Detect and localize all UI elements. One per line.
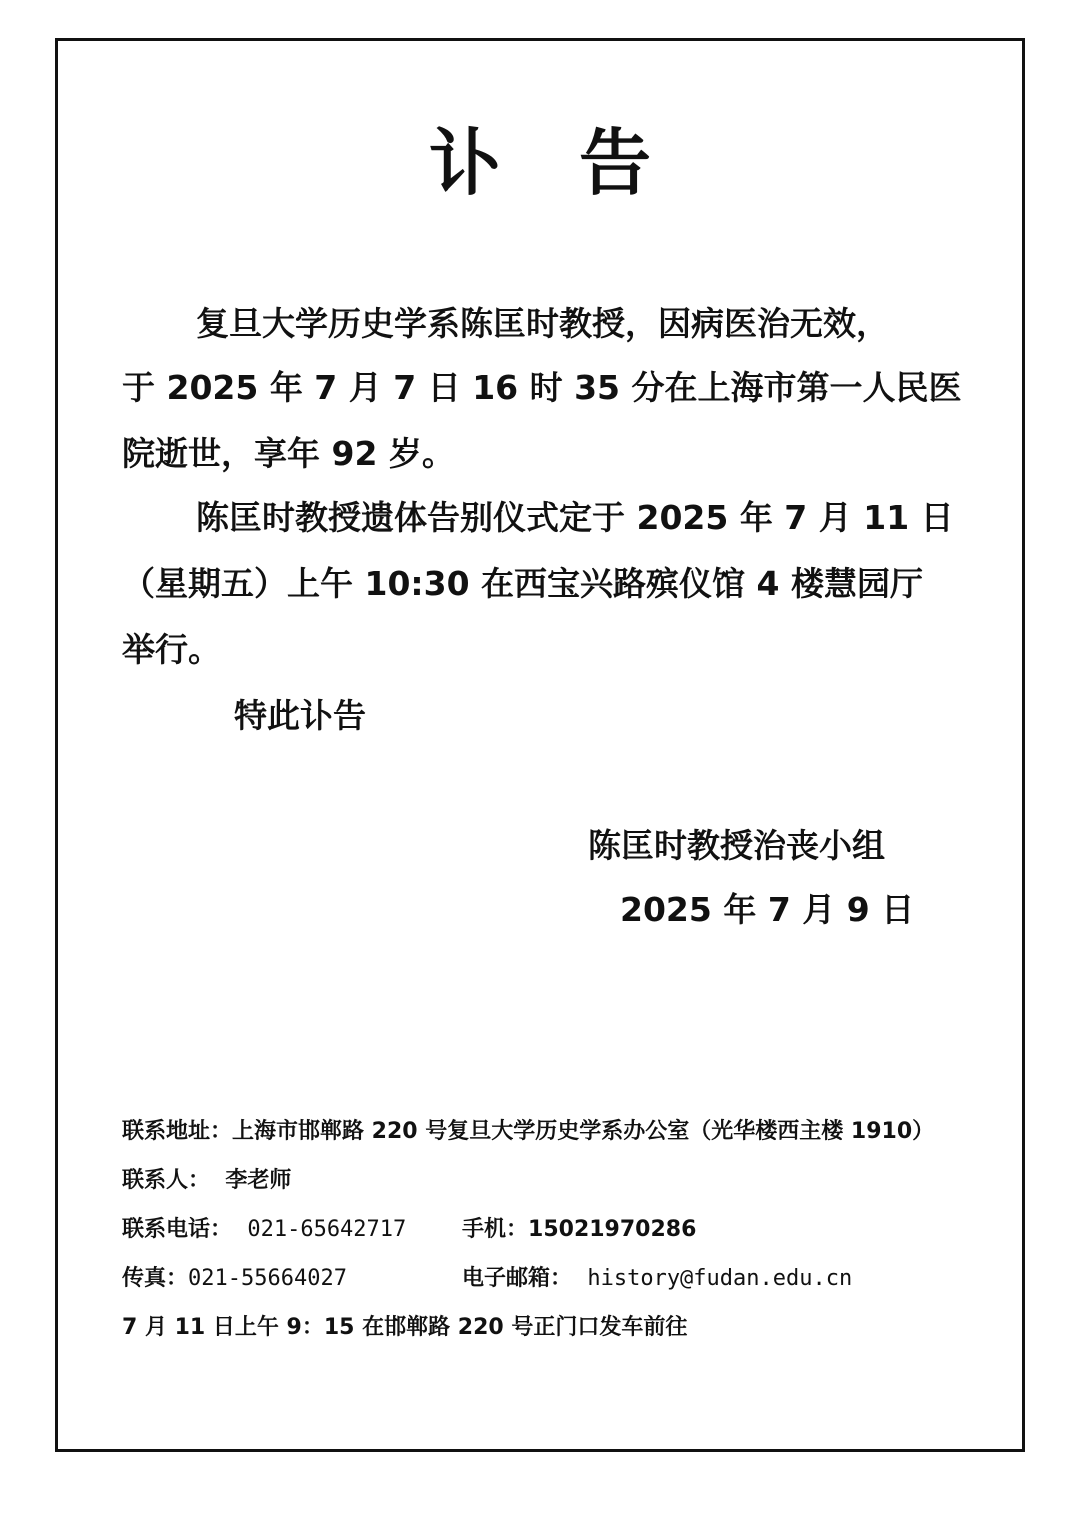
contact-person-name: 李老师 [225,1168,292,1193]
bus-note: 7 月 11 日上午 9：15 在邯郸路 220 号正门口发车前往 [122,1315,688,1340]
body-line-3: 院逝世，享年 92 岁。 [122,434,455,473]
contact-fax-label: 传真： [122,1266,189,1291]
contact-phone-label: 联系电话： [122,1217,233,1242]
contact-person [122,1166,291,1196]
title-char-1: 讣 [428,121,501,205]
body-line-4: 陈匡时教授遗体告别仪式定于 2025 年 7 月 11 日 [196,498,954,537]
contact-fax [122,1264,347,1294]
signature-org: 陈匡时教授治丧小组 [588,826,885,865]
contact-fax-value: 021-55664027 [188,1266,347,1291]
contact-mobile-label: 手机： [462,1217,529,1242]
contact-mobile-value: 15021970286 [528,1217,697,1242]
signature-date: 2025 年 7 月 9 日 [620,890,915,929]
body-line-6: 举行。 [122,630,221,669]
contact-email-label: 电子邮箱： [462,1266,573,1291]
contact-phone [122,1215,406,1245]
contact-address: 联系地址：上海市邯郸路 220 号复旦大学历史学系办公室（光华楼西主楼 1910） [122,1119,935,1144]
body-line-2: 于 2025 年 7 月 7 日 16 时 35 分在上海市第一人民医 [122,368,962,407]
contact-mobile [462,1215,696,1245]
notice-title [0,118,1080,208]
contact-email-value: history@fudan.edu.cn [587,1266,853,1291]
title-char-2: 告 [579,121,652,205]
contact-email [462,1264,852,1294]
body-line-5: （星期五）上午 10:30 在西宝兴路殡仪馆 4 楼慧园厅 [122,564,923,603]
body-line-1: 复旦大学历史学系陈匡时教授，因病医治无效， [196,304,889,343]
contact-person-label: 联系人： [122,1168,211,1193]
closing-phrase: 特此讣告 [234,696,366,735]
contact-phone-value: 021-65642717 [247,1217,407,1242]
